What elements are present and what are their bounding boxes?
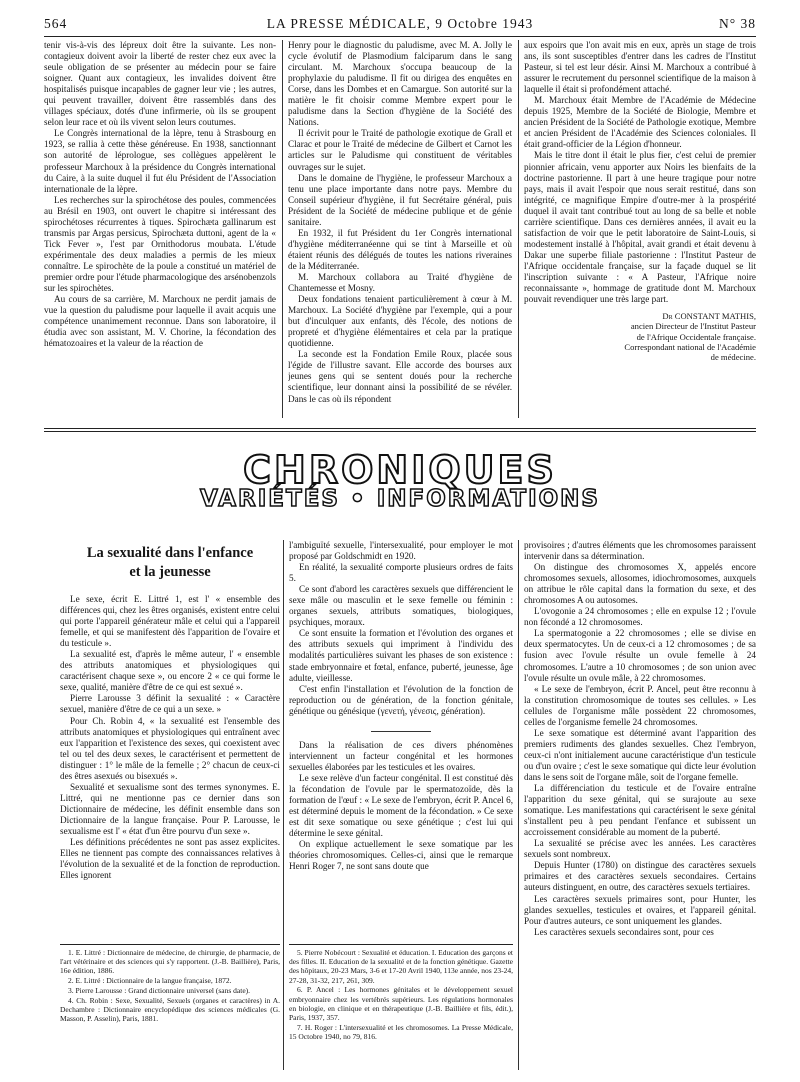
paragraph: La seconde est la Fondation Emile Roux, placée sous l'égide de l'illustre savant. Elle accorde des bourses aux jeunes gens qui se sentent doués pour la recherche scientifique, leur donnant ainsi la possibilité de se révéler. Dans le cas où ils répondent xyxy=(288,349,512,404)
section-banner-title: CHRONIQUES xyxy=(243,448,557,492)
paragraph: Le sexe relève d'un facteur congénital. Il est constitué dès la fécondation de l'ovule par le spermatozoïde, dès la formation de l'œuf : « Le sexe de l'embryon, écrit P. Ancel 6, est déterminé depuis le moment de la fécondation. » Ce sexe est dit sexe somatique ou sexe génétique ; c'est lui qui détermine le sexe génital. xyxy=(289,772,513,839)
paragraph: M. Marchoux était Membre de l'Académie de Médecine depuis 1925, Membre de la Société de Biologie, Membre et ancien Président de la Société de Pathologie exotique, Membre et ancien Président de l'Académie des Sciences coloniales. Il était grand-officier de la Légion d'honneur. xyxy=(524,95,756,150)
column-divider xyxy=(518,540,519,1070)
paragraph: Mais le titre dont il était le plus fier, c'est celui de premier pionnier africain, venu apporter aux Noirs les bienfaits de la doctrine pastorienne. Il part à une heure tragique pour notre pays, mais il avait l'espoir que nous serait restitué, dans son intégrité, ce magnifique Empire d'outre-mer à la prospérité duquel il avait tant contribué tout au long de sa belle et noble carrière scientifique. Dans ces dernières années, il avait eu la satisfaction de voir que le petit laboratoire de Saint-Louis, si modestement installé à l'hôpital, avait grandi et était devenu à Dakar une superbe filiale pastorienne : l'Institut Pasteur de l'Afrique occidentale française, sur la façade duquel se lit l'inscription suivante : « A Pasteur, l'Afrique noire reconnaissante », hommage de gratitude dont M. Marchoux pouvait revendiquer une très large part. xyxy=(524,150,756,305)
section-divider xyxy=(44,431,756,432)
paragraph: On distingue des chromosomes X, appelés encore chromosomes sexuels, allosomes, idiochromosomes, auxquels on attribue le rôle capital dans la formation du sexe, et des chromosomes A ou autosomes. xyxy=(524,562,756,606)
footnotes-middle xyxy=(289,948,513,1072)
footnotes-left xyxy=(60,948,280,1072)
paragraph: Les caractères sexuels primaires sont, pour Hunter, les glandes sexuelles, testicules et ovaires, et l'appareil génital. Pour d'autres auteurs, ce sont uniquement les glandes. xyxy=(524,893,756,926)
paragraph: La différenciation du testicule et de l'ovaire entraîne l'apparition du sexe génital, qui se surajoute au sexe somatique. Les manifestations qui caractérisent le sexe génital s'installent peu à peu pendant l'enfance et subissent un accroissement considérable au moment de la puberté. xyxy=(524,783,756,838)
paragraph: Le sexe, écrit E. Littré 1, est l' « ensemble des différences qui, chez les êtres organisés, existent entre celui qui porte l'appareil générateur mâle et celui qui a l'appareil femelle, et qui se manifestent dès l'apparition de l'ovaire et du testicule ». xyxy=(60,594,280,649)
column-divider xyxy=(283,540,284,1070)
section-divider xyxy=(44,428,756,429)
paragraph: Pierre Larousse 3 définit la sexualité : « Caractère sexuel, manière d'être de ce qui a un sexe. » xyxy=(60,693,280,715)
issue-number: N° 38 xyxy=(718,16,756,31)
column-divider xyxy=(282,40,283,418)
author-title: ancien Directeur de l'Institut Pasteur xyxy=(630,321,756,332)
paragraph-separator xyxy=(371,719,431,732)
paragraph: C'est enfin l'installation et l'évolution de la fonction de reproduction ou de génération, de la fonction génitale, génétique ou génésique (γενετή, γένεσις, génération). xyxy=(289,683,513,716)
paragraph: provisoires ; d'autres éléments que les chromosomes paraissent intervenir dans sa détermination. xyxy=(524,540,756,562)
column-divider xyxy=(518,40,519,418)
paragraph: La spermatogonie a 22 chromosomes ; elle se divise en deux spermatocytes. Un de ceux-ci a 12 chromosomes ; de sa fusion avec l'ovule résulte un ovule femelle à 24 chromosomes. L'autre a 10 chromosomes ; de son union avec l'ovule résulte un ovule mâle, à 22 chromosomes. xyxy=(524,628,756,683)
paragraph: Il écrivit pour le Traité de pathologie exotique de Grall et Clarac et pour le Traité de médecine de Gilbert et Carnot les articles sur le Paludisme qui constituent de véritables ouvrages sur le sujet. xyxy=(288,128,512,172)
paragraph: Les caractères sexuels secondaires sont, pour ces xyxy=(534,926,714,937)
paragraph: La sexualité est, d'après le même auteur, l' « ensemble des attributs anatomiques et physiologiques qui caractérisent chaque sexe », ou encore 2 « ce qui forme le sexe, qualité, manière d'être de ce qui est sexué ». xyxy=(60,649,280,693)
top-column-2 xyxy=(288,40,512,416)
paragraph: Le Congrès international de la lèpre, tenu à Strasbourg en 1923, se rallia à cette thèse généreuse. En 1938, sanctionnant son autorité de léprologue, ses collègues appelèrent le professeur Marchoux à la présidence du Congrès international du Caire, à la suite duquel il fut élu Président de l'Association internationale de la lèpre. xyxy=(44,128,276,194)
paragraph: M. Marchoux collabora au Traité d'hygiène de Chantemesse et Mosny. xyxy=(288,271,512,294)
paragraph: Les définitions précédentes ne sont pas assez explicites. Elles ne tiennent pas compte des connaissances relatives à l'évolution de la sexualité et de la fonction de reproduction. Elles ignorent xyxy=(60,837,280,881)
footnote: 4. Ch. Robin : Sexe, Sexualité, Sexuels (organes et caractères) in A. Dechambre : Dictionnaire encyclopédique des sciences médicales (G. Masson, P. Asselin), Paris, 1881. xyxy=(60,995,280,1024)
journal-title: LA PRESSE MÉDICALE, 9 Octobre 1943 xyxy=(266,16,534,31)
footnote: 3. Pierre Larousse : Grand dictionnaire universel (sans date). xyxy=(68,986,251,995)
footnote: 7. H. Roger : L'intersexualité et les chromosomes. La Presse Médicale, 15 Octobre 1940, no 79, 816. xyxy=(289,1022,513,1042)
paragraph: Ce sont ensuite la formation et l'évolution des organes et des attributs sexuels qui impriment à l'individu des modalités particulières suivant les phases de son existence : stade embryonnaire et fœtal, enfance, puberté, jeunesse, âge adulte, vieillesse. xyxy=(289,628,513,683)
paragraph: Sexualité et sexualisme sont des termes synonymes. E. Littré, qui ne mentionne pas ce dernier dans son Dictionnaire de médecine, les définit ensemble dans son Dictionnaire de la langue française. Pour P. Larousse, le sexualisme est l' « état d'un être pourvu d'un sexe ». xyxy=(60,781,280,836)
paragraph: En réalité, la sexualité comporte plusieurs ordres de faits 5. xyxy=(289,562,513,584)
footnote: 1. E. Littré : Dictionnaire de médecine, de chirurgie, de pharmacie, de l'art vétérinaire et des sciences qui s'y rapportent. (J.-B. Baillière), Paris, 16e édition, 1886. xyxy=(60,948,280,976)
footnote: 2. E. Littré : Dictionnaire de la langue française, 1872. xyxy=(68,976,232,986)
paragraph: Deux fondations tenaient particulièrement à cœur à M. Marchoux. La Société d'hygiène par l'exemple, qui a pour but d'inculquer aux enfants, dès l'école, des notions de propreté et d'hygiène élémentaires et cela par la pratique quotidienne. xyxy=(288,294,512,349)
paragraph: Henry pour le diagnostic du paludisme, avec M. A. Jolly le cycle évolutif de Plasmodium falciparum dans le sang circulant. M. Marchoux s'occupa beaucoup de la prophylaxie du paludisme. Il fit ou dirigea des enquêtes en Corse, dans les Dombes et en Camargue. Son autorité sur la matière le fit choisir comme Membre expert pour le paludisme dans la Section d'hygiène de la Société des Nations. xyxy=(288,40,512,128)
paragraph: La sexualité se précise avec les années. Les caractères sexuels sont nombreux. xyxy=(524,838,756,860)
paragraph: On explique actuellement le sexe somatique par les théories chromosomiques. Celles-ci, ainsi que le remarque Henri Roger 7, ne sont sans doute que xyxy=(289,839,513,872)
footnote-rule xyxy=(289,944,513,945)
paragraph: Dans le domaine de l'hygiène, le professeur Marchoux a tenu une place importante dans notre pays. Membre du Conseil supérieur d'hygiène, il fut Secrétaire général, puis Président de la Société de médecine publique et de génie sanitaire. xyxy=(288,172,512,227)
paragraph: Les recherches sur la spirochétose des poules, commencées au Brésil en 1903, ont ouvert le chapitre si intéressant des spirochétoses récurrentes à tiques. Spirochæta gallinarum est transmis par Argas persicus, Spirochæta duttoni, agent de la « Tick Fever », l'est par Ornithodorus moubata. L'étude expérimentale des deux maladies a permis de les mieux connaître. Le spirochète de la poule a constitué un matériel de premier ordre pour l'étude pharmacologique des arsénobenzols sur les spirochètes. xyxy=(44,194,276,294)
article-column-2 xyxy=(289,540,513,940)
paragraph: En 1932, il fut Président du 1er Congrès international d'hygiène méditerranéenne qui se tint à Marseille et où étaient réunis des délégués de toutes les nations riveraines de la Méditerranée. xyxy=(288,227,512,271)
author-title: de l'Afrique Occidentale française. xyxy=(636,331,756,342)
paragraph: tenir vis-à-vis des lépreux doit être la suivante. Les non-contagieux doivent avoir la liberté de rester chez eux avec la seule obligation de se présenter au médecin pour se faire soigner. Quant aux contagieux, les invalides doivent être hospitalisés puisque incapables de gagner leur vie ; les autres, qui peuvent travailler, doivent être rassemblés dans des villages spéciaux, dotés d'une infirmerie, où ils se groupent selon leur race et où ils vivent selon leurs coutumes. xyxy=(44,40,276,128)
running-header xyxy=(44,14,756,37)
paragraph: aux espoirs que l'on avait mis en eux, après un stage de trois ans, ils sont susceptibles d'entrer dans les cadres de l'Institut Pasteur, si tel est leur désir. Ainsi M. Marchoux a contribué à assurer le recrutement du personnel scientifique de la maison à laquelle il était si profondément attaché. xyxy=(524,40,756,95)
paragraph: Pour Ch. Robin 4, « la sexualité est l'ensemble des attributs anatomiques et physiologiques qui entraînent avec eux l'apparition et l'existence des sexes, qui coexistent avec tel ou tel des deux sexes, le caractérisent et permettent de distinguer : 1° le mâle de la femelle ; 2° chacun de ceux-ci des êtres asexués ou bisexués ». xyxy=(60,715,280,781)
paragraph: Ce sont d'abord les caractères sexuels que différencient le sexe mâle ou masculin et le sexe femelle ou féminin : organes sexuels, attributs somatiques, biologiques, psychiques, moraux. xyxy=(289,584,513,628)
paragraph: Depuis Hunter (1780) on distingue des caractères sexuels primaires et des caractères sexuels secondaires. Certains auteurs distinguent, en outre, des caractères sexuels tertiaires. xyxy=(524,860,756,893)
top-column-1 xyxy=(44,40,276,416)
article-column-1 xyxy=(60,540,280,940)
top-column-3 xyxy=(524,40,756,420)
section-banner-subtitle: VARIÉTÉS • INFORMATIONS xyxy=(200,486,600,512)
author-name: Dr CONSTANT MATHIS, xyxy=(662,311,756,322)
paragraph: « Le sexe de l'embryon, écrit P. Ancel, peut être reconnu à la constitution chromosomique de toutes ses cellules. » Les cellules de l'organisme mâle possèdent 22 chromosomes, celles de l'organisme femelle 24 chromosomes. xyxy=(524,683,756,727)
footnote: 6. P. Ancel : Les hormones génitales et le développement sexuel embryonnaire chez les vertébrés supérieurs. Les régulations hormonales en biologie, en clinique et en thérapeutique (J.-B. Baillière et fils, édit.), Paris, 1937, 357. xyxy=(289,985,513,1023)
page-number: 564 xyxy=(44,16,68,31)
article-title: La sexualité dans l'enfance et la jeunesse xyxy=(86,545,254,580)
paragraph: l'ambiguïté sexuelle, l'intersexualité, pour employer le mot proposé par Goldschmidt en 1920. xyxy=(289,540,513,562)
paragraph: Dans la réalisation de ces divers phénomènes interviennent un facteur congénital et les hormones sexuelles élaborées par les testicules et les ovaires. xyxy=(289,739,513,772)
paragraph: L'ovogonie a 24 chromosomes ; elle en expulse 12 ; l'ovule non fécondé a 12 chromosomes. xyxy=(524,606,756,628)
signature-block xyxy=(524,311,756,362)
footnote-rule xyxy=(60,944,280,945)
paragraph: Au cours de sa carrière, M. Marchoux ne perdit jamais de vue la question du paludisme pour laquelle il avait acquis une compétence unanimement reconnue. Dans son laboratoire, il étudia avec son assistant, M. V. Chorine, la fécondation des hématozoaires et la valeur de la réaction de xyxy=(44,294,276,349)
paragraph: Le sexe somatique est déterminé avant l'apparition des premiers rudiments des glandes sexuelles. Chez l'embryon, ceux-ci n'ont initialement aucune caractéristique d'un testicule ou d'un ovaire ; c'est le sexe somatique qui dicte leur évolution dans le sens soit de l'organe mâle, soit de l'organe femelle. xyxy=(524,727,756,782)
author-title: Correspondant national de l'Académie xyxy=(624,341,756,352)
footnote: 5. Pierre Nobécourt : Sexualité et éducation. I. Education des garçons et des filles. II. Education de la sexualité et de la fonction génétique. Gazette des hôpitaux, 20-23 Mars, 3-6 et 17-20 Avril 1940, 113e année, nos 23-24, 27-28, 31-32, 217, 261, 309. xyxy=(289,948,513,985)
author-title: de médecine. xyxy=(710,351,756,362)
article-column-3 xyxy=(524,540,756,1076)
